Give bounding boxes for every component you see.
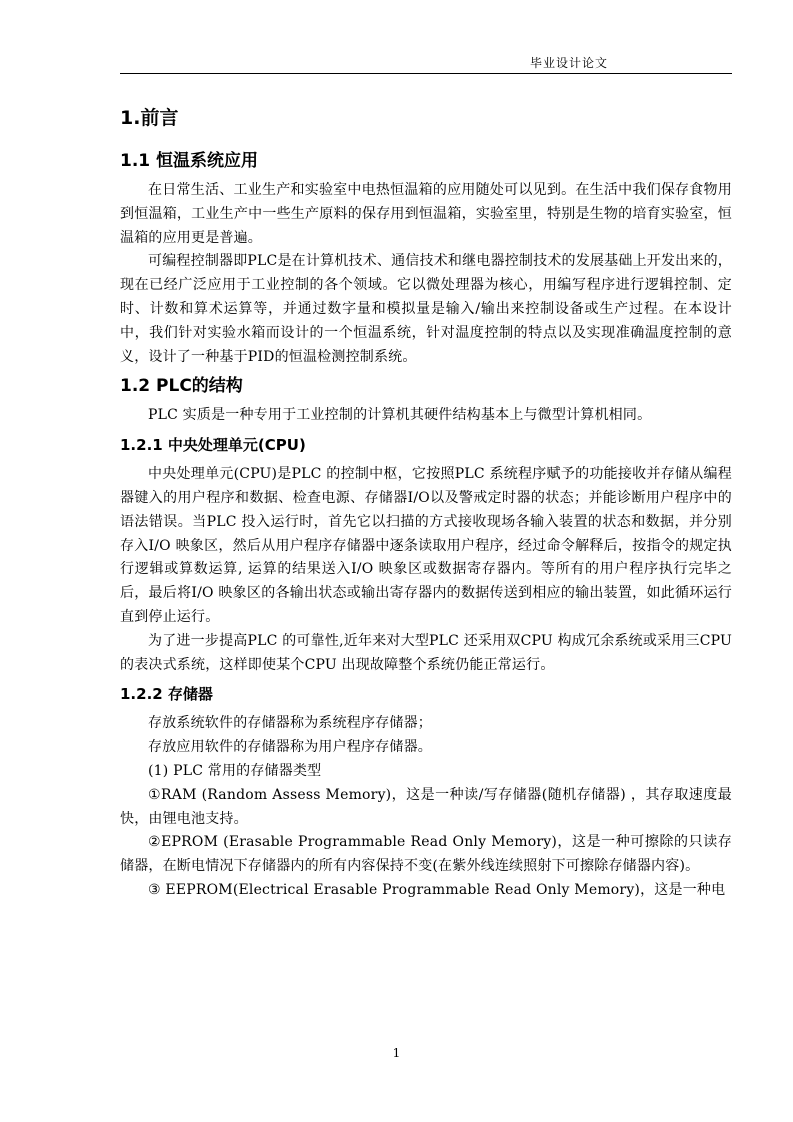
paragraph: 可编程控制器即PLC是在计算机技术、通信技术和继电器控制技术的发展基础上开发出来的，现在已经广泛应用于工业控制的各个领域。它以微处理器为核心，用编写程序进行逻辑控制、定时、计数和算术运算等，并通过数字量和模拟量是输入/输出来控制设备或生产过程。在本设计中，我们针对实验水箱而设计的一个恒温系统，针对温度控制的特点以及实现准确温度控制的意义，设计了一种基于PID的恒温检测控制系统。 <box>120 253 732 365</box>
paragraph: ③ EEPROM(Electrical Erasable Programmable Read Only Memory)，这是一种电 <box>148 881 726 898</box>
paragraph: PLC 实质是一种专用于工业控制的计算机其硬件结构基本上与微型计算机相同。 <box>148 407 652 424</box>
paragraph: 为了进一步提高PLC 的可靠性,近年来对大型PLC 还采用双CPU 构成冗余系统或采用三CPU 的表决式系统，这样即使某个CPU 出现故障整个系统仍能正常运行。 <box>120 632 732 673</box>
paragraph: ②EPROM (Erasable Programmable Read Only Memory)，这是一种可擦除的只读存储器，在断电情况下存储器内的所有内容保持不变(在紫外线连续照射下可擦除存储器内容)。 <box>120 834 732 875</box>
paragraph: 在日常生活、工业生产和实验室中电热恒温箱的应用随处可以见到。在生活中我们保存食物用到恒温箱，工业生产中一些生产原料的保存用到恒温箱，实验室里，特别是生物的培育实验室，恒温箱的应用更是普遍。 <box>120 182 732 246</box>
paragraph: 存放应用软件的存储器称为用户程序存储器。 <box>148 739 432 756</box>
section-title-1-1: 1.1 恒温系统应用 <box>120 151 259 171</box>
chapter-title: 1.前言 <box>120 107 179 129</box>
document-body <box>120 100 732 903</box>
page-number: 1 <box>392 1046 401 1060</box>
section-title-1-2: 1.2 PLC的结构 <box>120 376 243 397</box>
paragraph: (1) PLC 常用的存储器类型 <box>148 762 322 779</box>
paragraph: 中央处理单元(CPU)是PLC 的控制中枢，它按照PLC 系统程序赋予的功能接收并存储从编程器键入的用户程序和数据、检查电源、存储器I/O以及警戒定时器的状态；并能诊断用户程序中的语法错误。当PLC 投入运行时，首先它以扫描的方式接收现场各输入装置的状态和数据，并分别存入I/O 映象区，然后从用户程序存储器中逐条读取用户程序，经过命令解释后，按指令的规定执行逻辑或算数运算, 运算的结果送入I/O 映象区或数据寄存器内。等所有的用户程序执行完毕之后，最后将I/O 映象区的各输出状态或输出寄存器内的数据传送到相应的输出装置，如此循环运行直到停止运行。 <box>120 466 732 625</box>
subsection-title-1-2-1: 1.2.1 中央处理单元(CPU) <box>120 436 306 455</box>
subsection-title-1-2-2: 1.2.2 存储器 <box>120 685 213 704</box>
paragraph: 存放系统软件的存储器称为系统程序存储器； <box>148 715 432 732</box>
header-divider <box>120 73 732 74</box>
paragraph: ①RAM (Random Assess Memory)，这是一种读/写存储器(随机存储器) ，其存取速度最快，由锂电池支持。 <box>120 786 732 827</box>
page-header-title: 毕业设计论文 <box>530 56 609 70</box>
